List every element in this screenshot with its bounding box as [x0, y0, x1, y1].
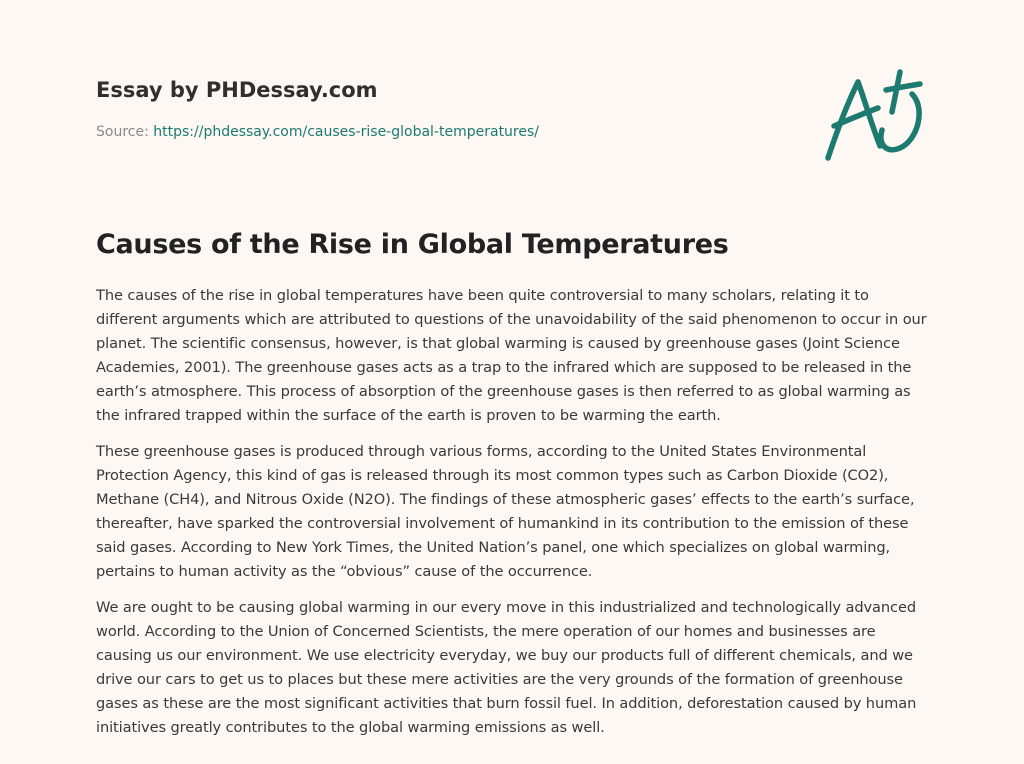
paragraph: We are ought to be causing global warming in our every move in this industrialized and technologically advanced world. According to the Union of Concerned Scientists, the mere operation of our homes and businesses are causing us our environment. We use electricity everyday, we buy our products full of different chemicals, and we drive our cars to get us to places but these mere activities are the very grounds of the formation of greenhouse gases as these are the most significant activities that burn fossil fuel. In addition, deforestation caused by human initiatives greatly contributes to the global warming emissions as well.: [96, 599, 917, 736]
article-title: Causes of the Rise in Global Temperatures: [96, 229, 729, 260]
article-body: [96, 284, 930, 752]
source-label: Source:: [96, 124, 149, 140]
brand-title: Essay by PHDessay.com: [96, 78, 378, 102]
paragraph: These greenhouse gases is produced through various forms, according to the United States Environmental Protection Agency, this kind of gas is released through its most common types such as Carbon Dioxide (CO2), Methane (CH4), and Nitrous Oxide (N2O). The findings of these atmospheric gases’ effects to the earth’s surface, thereafter, have sparked the controversial involvement of humankind in its contribution to the emission of these said gases. According to New York Times, the United Nation’s panel, one which specializes on global warming, pertains to human activity as the “obvious” cause of the occurrence.: [96, 443, 915, 580]
paragraph: The causes of the rise in global temperatures have been quite controversial to many scholars, relating it to different arguments which are attributed to questions of the unavoidability of the said phenomenon to occur in our planet. The scientific consensus, however, is that global warming is caused by greenhouse gases (Joint Science Academies, 2001). The greenhouse gases acts as a trap to the infrared which are supposed to be released in the earth’s atmosphere. This process of absorption of the greenhouse gases is then referred to as global warming as the infrared trapped within the surface of the earth is proven to be warming the earth.: [96, 287, 927, 424]
page-header: [96, 75, 796, 142]
a-plus-logo-icon: [822, 68, 926, 164]
source-link[interactable]: https://phdessay.com/causes-rise-global-temperatures/: [153, 124, 539, 140]
source-line: [96, 122, 796, 142]
